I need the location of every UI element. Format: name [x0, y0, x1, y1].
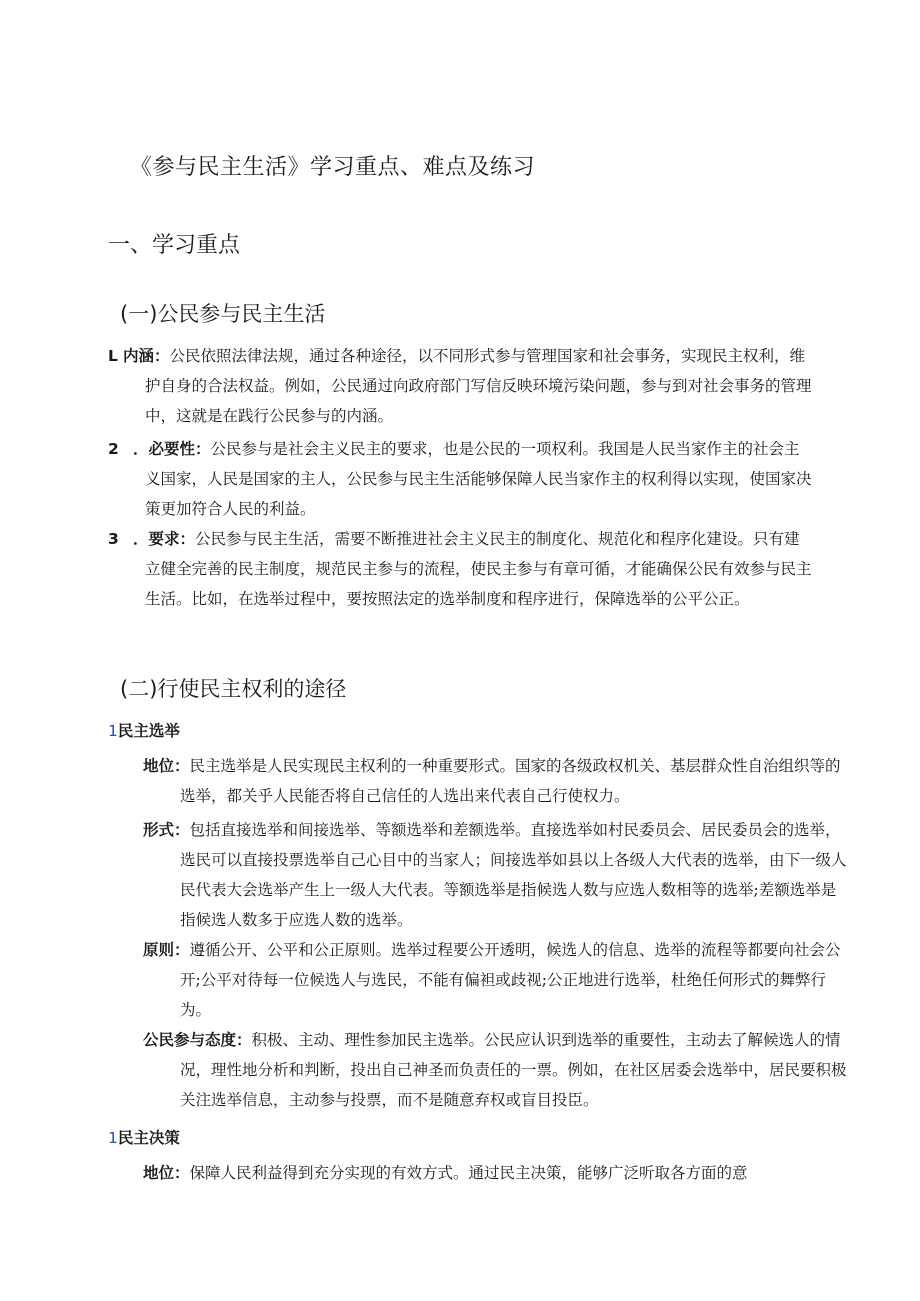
topic-title: 民主决策 [117, 1129, 180, 1147]
topic-heading-decision [108, 1126, 180, 1148]
item-number: L [108, 347, 118, 365]
item-number: 2 [108, 440, 119, 458]
paragraph-label: 原则： [143, 941, 190, 959]
paragraph-label: 形式： [143, 821, 190, 839]
paragraph-text: 积极、主动、理性参加民主选举。公民应认识到选举的重要性，主动去了解候选人的情况，理性地分析和判断，投出自己神圣而负责任的一票。例如，在社区居委会选举中，居民要积极关注选举信息，主动参与投票，而不是随意弃权或盲目投臣。 [180, 1031, 847, 1109]
topic-index: 1 [108, 1129, 118, 1147]
topic-index: 1 [108, 722, 118, 740]
list-item [108, 434, 813, 524]
section-heading-key-points: 一、学习重点 [108, 233, 241, 258]
paragraph-election-forms [143, 815, 850, 935]
item-number: 3 [108, 530, 119, 548]
item-label: ．要求： [133, 530, 196, 548]
paragraph-election-status [143, 751, 850, 811]
paragraph-decision-status [143, 1158, 850, 1188]
paragraph-text: 保障人民利益得到充分实现的有效方式。通过民主决策，能够广泛听取各方面的意 [189, 1164, 748, 1182]
topic-heading-election [108, 719, 180, 741]
subsection-heading-democratic-rights: (二)行使民主权利的途径 [120, 677, 347, 701]
item-text: 公民参与是社会主义民主的要求，也是公民的一项权利。我国是人民当家作主的社会主义国家，人民是国家的主人，公民参与民主生活能够保障人民当家作主的权利得以实现，使国家决策更加符合人民的利益。 [145, 440, 812, 518]
paragraph-election-attitude [143, 1025, 850, 1115]
paragraph-election-principles [143, 935, 850, 1025]
subsection-heading-citizen-participation: (一)公民参与民主生活 [120, 302, 326, 326]
document-title: 《参与民主生活》学习重点、难点及练习 [130, 155, 536, 180]
item-label: ．必要性： [133, 440, 211, 458]
paragraph-text: 包括直接选举和间接选举、等额选举和差额选举。直接选举如村民委员会、居民委员会的选举，选民可以直接投票选举自己心目中的当家人；间接选举如县以上各级人大代表的选举，由下一级人民代表大会选举产生上一级人大代表。等额选举是指候选人数与应选人数相等的选举;差额选举是指候选人数多于应选人数的选举。 [180, 821, 847, 929]
item-label: 内涵： [123, 347, 170, 365]
list-item [108, 341, 813, 431]
paragraph-label: 公民参与态度： [143, 1031, 252, 1049]
paragraph-label: 地位： [143, 1164, 190, 1182]
topic-title: 民主选举 [117, 722, 180, 740]
paragraph-text: 遵循公开、公平和公正原则。选举过程要公开透明，候选人的信息、选举的流程等都要向社会公开;公平对待每一位候选人与选民，不能有偏袒或歧视;公正地进行选举，杜绝任何形式的舞弊行为。 [180, 941, 841, 1019]
item-text: 公民依照法律法规，通过各种途径，以不同形式参与管理国家和社会事务，实现民主权利，维护自身的合法权益。例如，公民通过向政府部门写信反映环境污染问题，参与到对社会事务的管理中，这就是在践行公民参与的内涵。 [145, 347, 812, 425]
list-item [108, 524, 813, 614]
item-text: 公民参与民主生活，需要不断推进社会主义民主的制度化、规范化和程序化建设。只有建立健全完善的民主制度，规范民主参与的流程，使民主参与有章可循，才能确保公民有效参与民主生活。比如，在选举过程中，要按照法定的选举制度和程序进行，保障选举的公平公正。 [145, 530, 812, 608]
paragraph-text: 民主选举是人民实现民主权利的一种重要形式。国家的各级政权机关、基层群众性自治组织等的选举，都关乎人民能否将自己信任的人选出来代表自己行使权力。 [180, 757, 841, 805]
paragraph-label: 地位： [143, 757, 190, 775]
